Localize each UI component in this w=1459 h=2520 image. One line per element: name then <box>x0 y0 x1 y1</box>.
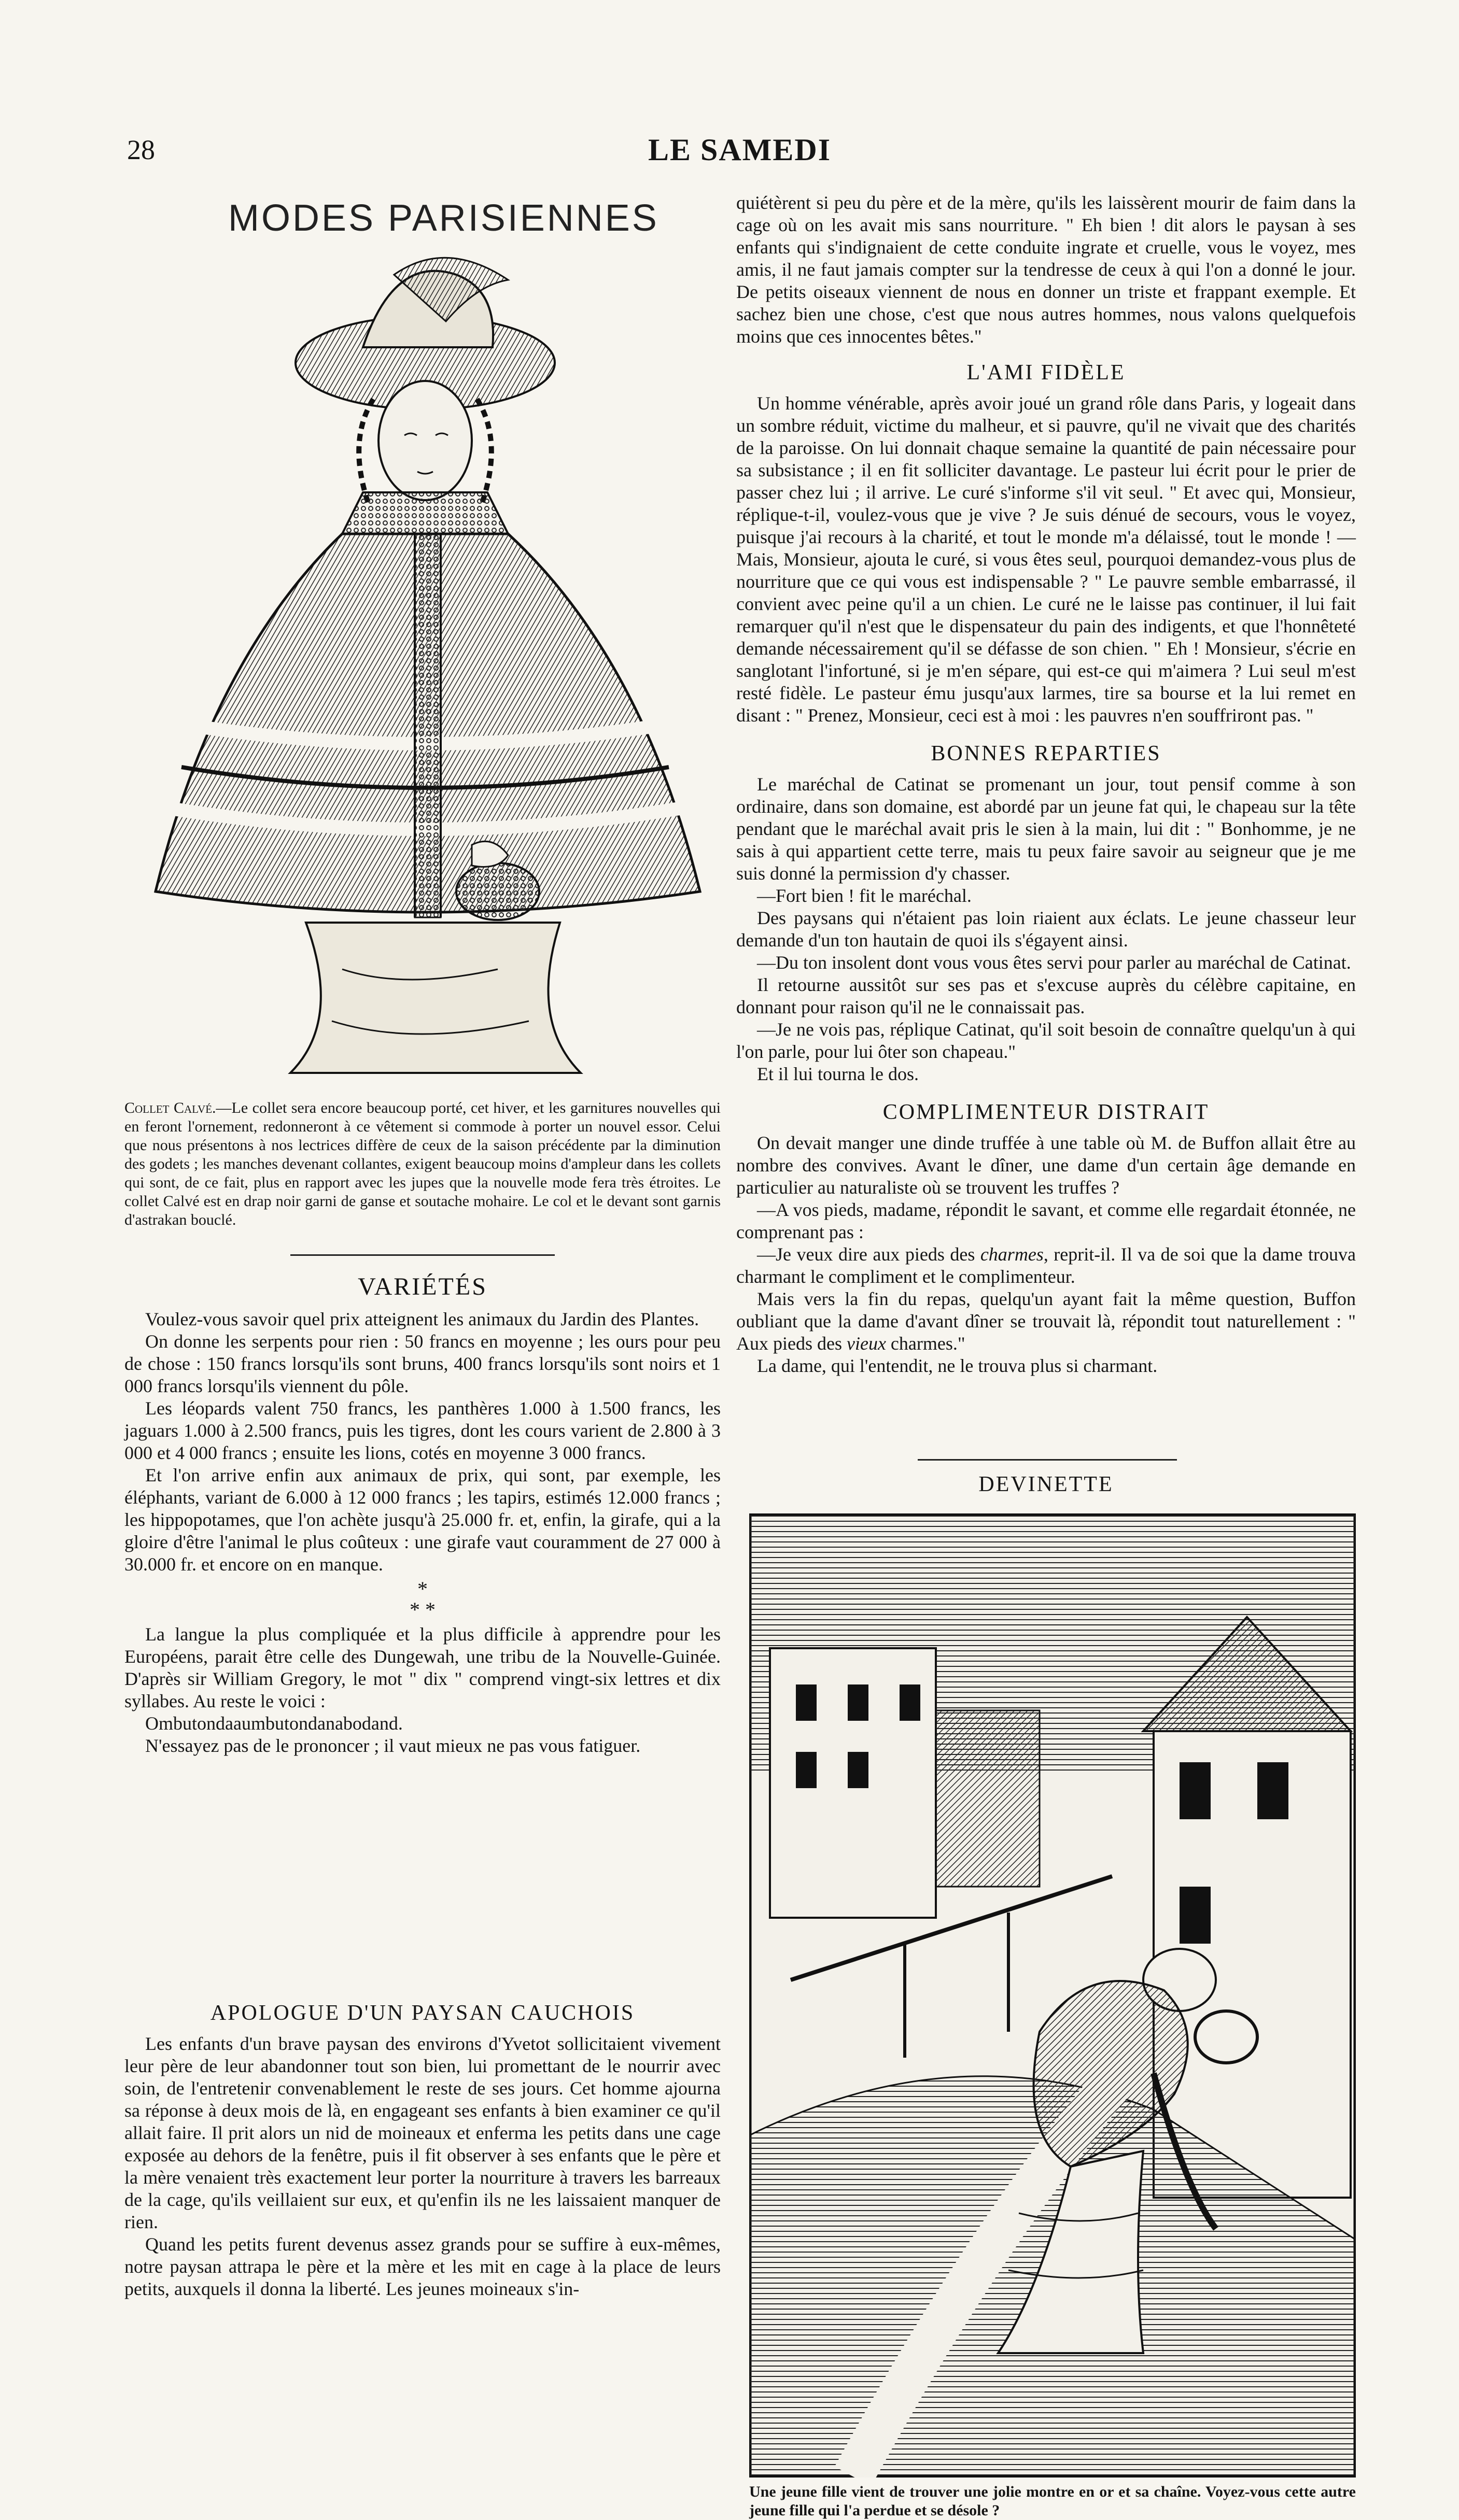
text-run: —Je veux dire aux pieds des <box>757 1244 980 1265</box>
bonnes-paragraph: Des paysans qui n'étaient pas loin riaient aux éclats. Le jeune chasseur leur demande d'un ton hautain de quoi ils s'égayent ainsi. <box>736 908 1356 951</box>
fashion-caption <box>124 1099 721 1229</box>
right-rule <box>918 1459 1177 1461</box>
bonnes-paragraph: —Je ne vois pas, réplique Catinat, qu'il soit besoin de connaître quelqu'un à qui l'on parle, pour lui ôter son chapeau." <box>736 1019 1356 1062</box>
langue-paragraph: N'essayez pas de le prononcer ; il vaut mieux ne pas vous fatiguer. <box>145 1735 641 1756</box>
caption-lead: Collet Calvé. <box>124 1099 216 1116</box>
page-number: 28 <box>127 134 155 165</box>
left-rule-1 <box>290 1254 555 1256</box>
complimenteur-paragraph: On devait manger une dinde truffée à une table où M. de Buffon allait être au nombre des convives. Avant le dîner, une dame d'un certain âge demande en particulier au naturaliste où se trouvent les truffes ? <box>736 1132 1356 1198</box>
bonnes-title: BONNES REPARTIES <box>931 742 1161 766</box>
complimenteur-paragraph: —A vos pieds, madame, répondit le savant, et comme elle regardait étonnée, ne comprenant pas : <box>736 1199 1356 1242</box>
text-run: charmes." <box>886 1333 965 1354</box>
langue-paragraph: La langue la plus compliquée et la plus difficile à apprendre pour les Européens, parait être celle des Dungewah, une tribu de la Nouvelle-Guinée. D'après sir William Gregory, le mot " dix " comprend vingt-six lettres et dix syllabes. Au reste le voici : <box>124 1624 721 1711</box>
stars-separator: * * * <box>410 1577 436 1621</box>
ami-title: L'AMI FIDÈLE <box>966 361 1126 385</box>
varietes-paragraph: On donne les serpents pour rien : 50 francs en moyenne ; les ours pour peu de chose : 150 francs lorsqu'ils sont bruns, 400 francs lorsqu'ils sont noirs et 1 000 francs lorsqu'ils viennent du pôle. <box>124 1331 721 1396</box>
varietes-section <box>124 1272 721 1757</box>
text-run: Mais vers la fin du repas, quelqu'un ayant fait la même question, Buffon oubliant que la dame d'avant dîner se trouvait là, répondit tout naturellement : " Aux pieds des <box>736 1289 1356 1354</box>
apologue-paragraph: Les enfants d'un brave paysan des environs d'Yvetot sollicitaient vivement leur père de leur abandonner tout son bien, lui promettant de le nourrir avec soin, de l'entretenir convenablement le reste de ses jours. Cet homme ajourna sa réponse à deux mois de là, en engageant ses enfants à bien examiner ce qu'il allait faire. Il prit alors un nid de moineaux et enferma les petits dans une cage exposée au dehors de la fenêtre, puis il fit observer à ses enfants que le père et la mère venaient très exactement leur porter la nourriture à travers les barreaux de la cage, qu'ils veillaient sur eux, et qu'enfin ils ne les laissaient manquer de rien. <box>124 2033 721 2232</box>
devinette-engraving <box>749 1513 1356 2477</box>
apologue-continuation: quiétèrent si peu du père et de la mère, qu'ils les laissèrent mourir de faim dans la cage où on les avait mis sans nourriture. " Eh bien ! dit alors le paysan à ses enfants qui s'indignaient de cette conduite ingrate et cruelle, vous le voyez, mes amis, il ne faut jamais compter sur la tendresse de ceux à qui l'on a donné le jour. De petits oiseaux viennent de nous en donner un triste et frappant exemple. Et sachez bien une chose, c'est que nous autres hommes, nous valons quelquefois moins que ces innocentes bêtes." <box>736 192 1356 347</box>
complimenteur-paragraph <box>736 1243 1356 1288</box>
apologue-paragraph: Quand les petits furent devenus assez grands pour se suffire à eux-mêmes, notre paysan attrapa le père et la mère et les mit en cage à la place de leurs petits, auxquels il donna la liberté. Les jeunes moineaux s'in- <box>124 2234 721 2299</box>
right-column-top <box>736 192 1356 1377</box>
varietes-title: VARIÉTÉS <box>358 1273 487 1300</box>
devinette-title: DEVINETTE <box>978 1473 1114 1496</box>
text-run: , reprit-il. Il va de soi que la dame trouva charmant le compliment et le complimenteur. <box>736 1244 1356 1287</box>
text-run-italic: vieux <box>846 1333 886 1354</box>
fashion-engraving <box>135 244 721 1083</box>
apologue-section <box>124 2001 721 2300</box>
varietes-paragraph: Les léopards valent 750 francs, les panthères 1.000 à 1.500 francs, les jaguars 1.000 à 2.500 francs, puis les tigres, dont les cours varient de 2.800 à 3 000 et 4 000 francs ; ensuite les lions, cotés en moyenne 3 000 francs. <box>124 1398 721 1463</box>
bonnes-paragraph: Et il lui tourna le dos. <box>757 1064 919 1084</box>
devinette-header <box>736 1472 1356 1497</box>
complimenteur-paragraph <box>736 1288 1356 1355</box>
complimenteur-title: COMPLIMENTEUR DISTRAIT <box>882 1100 1210 1124</box>
bonnes-paragraph: Il retourne aussitôt sur ses pas et s'excuse auprès du célèbre capitaine, en donnant pour raison qu'il ne le connaissait pas. <box>736 974 1356 1017</box>
running-title: LE SAMEDI <box>648 133 832 167</box>
bonnes-paragraph: Le maréchal de Catinat se promenant un jour, tout pensif comme à son ordinaire, dans son domaine, est abordé par un jeune fat qui, le chapeau sur la tête pendant que le maréchal avait pris le sien à la main, lui dit : " Bonhomme, je ne sais à qui appartient cette terre, mais tu peux faire savoir au seigneur que je me suis donné la permission d'y chasser. <box>736 774 1356 884</box>
devinette-caption-box <box>749 2483 1356 2520</box>
varietes-paragraph: Et l'on arrive enfin aux animaux de prix, qui sont, par exemple, les éléphants, variant de 6.000 à 12 000 francs ; les tapirs, estimés 12.000 francs ; les hippopotames, que l'on achète jusqu'à 25.000 fr. et, enfin, la girafe, qui a la gloire d'être l'animal le plus coûteux : une girafe vaut couramment de 27 000 à 30.000 fr. et encore on en manque. <box>124 1465 721 1575</box>
varietes-paragraph: Voulez-vous savoir quel prix atteignent les animaux du Jardin des Plantes. <box>145 1309 699 1329</box>
ami-paragraph: Un homme vénérable, après avoir joué un grand rôle dans Paris, y logeait dans un sombre réduit, victime du malheur, et si pauvre, qu'il ne vivait que des charités de la paroisse. On lui donnait chaque semaine la quantité de pain nécessaire pour sa subsistance ; il en fit solliciter davantage. Le pasteur lui écrit pour le prier de passer chez lui ; il arrive. Le curé s'informe s'il vit seul. " Et avec qui, Monsieur, réplique-t-il, voulez-vous que je vive ? Je suis dénué de secours, vous le voyez, puisque j'ai recours à la charité, et tout le monde m'a délaissé, tout le monde ! — Mais, Monsieur, ajouta le curé, si vous êtes seul, pourquoi demandez-vous plus de nourriture que ce qui vous est indispensable ? " Le pauvre semble embarrassé, il convient avec peine qu'il a un chien. Le curé ne le laisse pas continuer, il lui fait remarquer qu'il n'est que le dispensateur du pain des indigents, et que l'honnêteté demande nécessairement qu'il se défasse de son chien. " Eh ! Monsieur, s'écrie en sanglotant l'infortuné, si je m'en sépare, qui est-ce qui m'aimera ? Lui seul m'est resté fidèle. Le pasteur ému jusqu'aux larmes, tire sa bourse et la lui remet en disant : " Prenez, Monsieur, ceci est à moi : les pauvres n'en souffriront pas. " <box>736 393 1356 726</box>
modes-title: MODES PARISIENNES <box>228 197 659 239</box>
bonnes-paragraph: —Du ton insolent dont vous vous êtes servi pour parler au maréchal de Catinat. <box>757 952 1351 973</box>
devinette-caption: Une jeune fille vient de trouver une jolie montre en or et sa chaîne. Voyez-vous cette autre jeune fille qui l'a perdue et se désole ? <box>749 2483 1356 2519</box>
bonnes-paragraph: —Fort bien ! fit le maréchal. <box>757 885 972 906</box>
caption-text: —Le collet sera encore beaucoup porté, cet hiver, et les garnitures nouvelles qui en feront l'ornement, redonneront à ce vêtement si commode à porter un nouvel essor. Celui que nous présentons à nos lectrices diffère de ceux de la saison précédente par la diminution des godets ; les manches devenant collantes, exigent beaucoup moins d'ampleur dans les collets qui sont, de ce fait, plus en rapport avec les jupes que la nouvelle mode fera très étroites. Le collet Calvé est en drap noir garni de ganse et soutache mohaire. Le col et le devant sont garnis d'astrakan bouclé. <box>124 1099 721 1228</box>
complimenteur-paragraph: La dame, qui l'entendit, ne le trouva plus si charmant. <box>757 1355 1158 1376</box>
text-run-italic: charmes <box>980 1244 1044 1265</box>
langue-word: Ombutondaaumbutondanabodand. <box>145 1713 403 1734</box>
apologue-title: APOLOGUE D'UN PAYSAN CAUCHOIS <box>210 2001 635 2025</box>
